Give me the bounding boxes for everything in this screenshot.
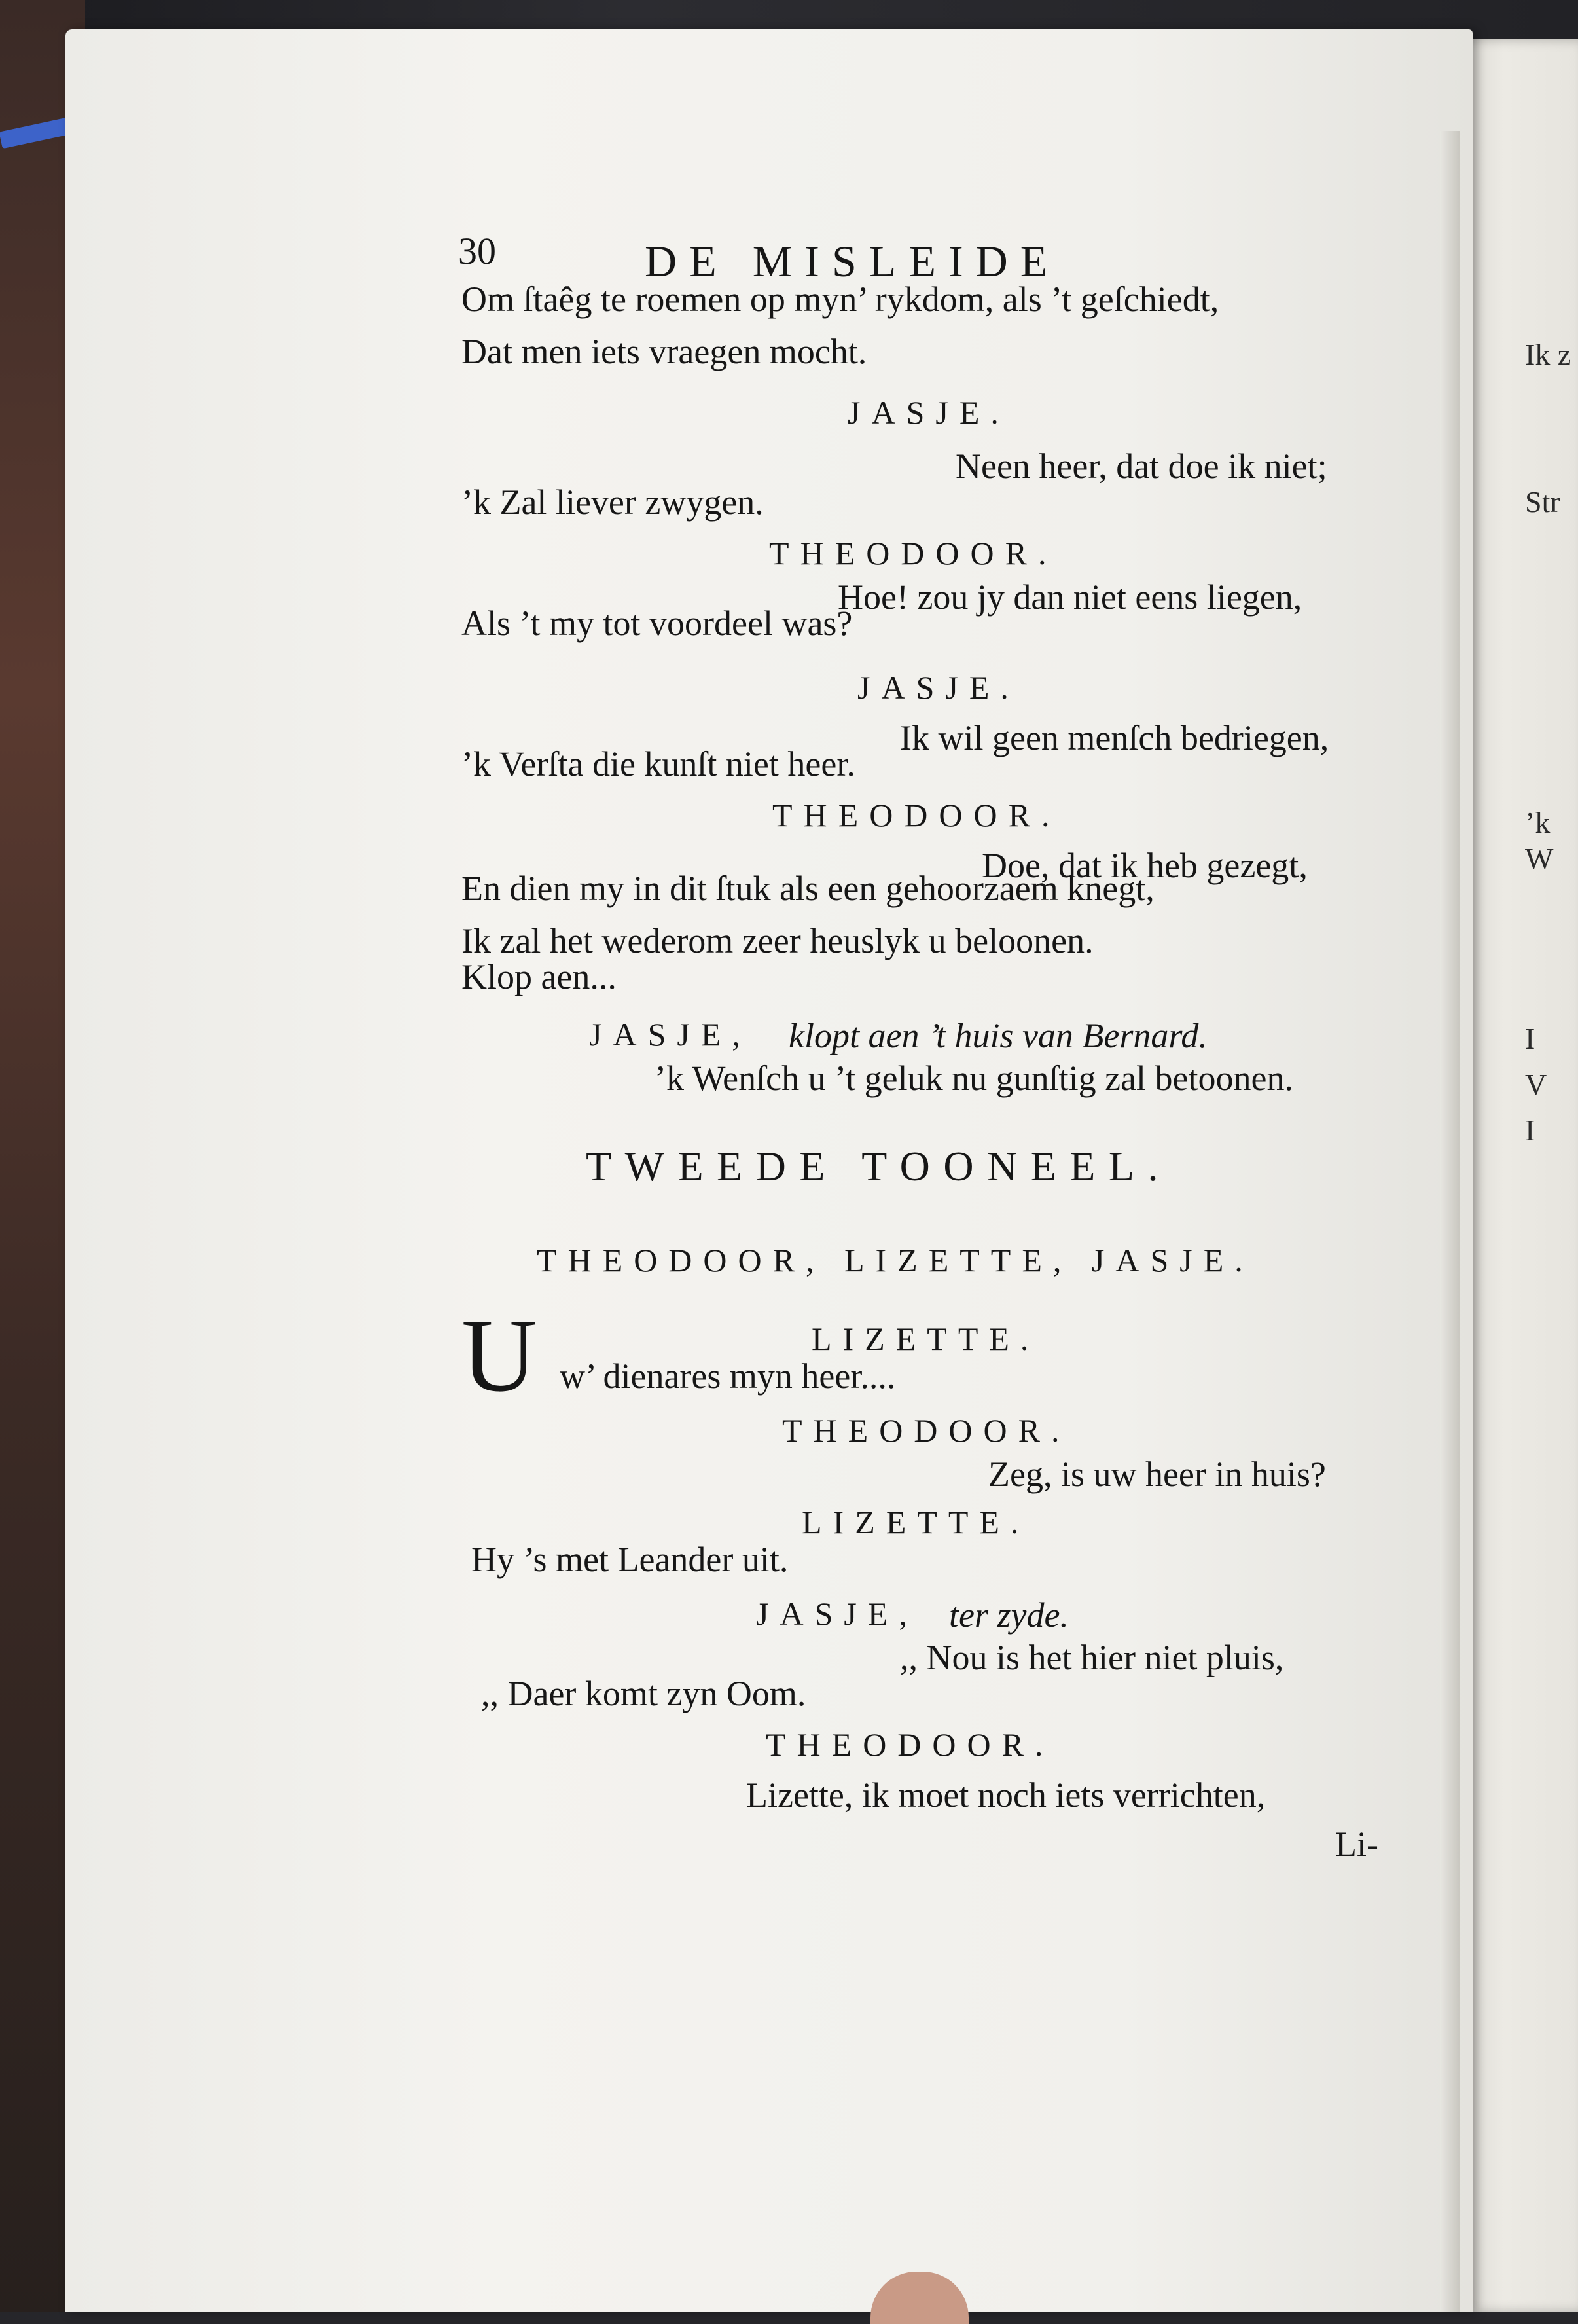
speaker-name: THEODOOR.: [772, 797, 1061, 833]
speaker-name: LIZETTE.: [802, 1504, 1030, 1540]
verse-line: Ik wil geen menſch bedriegen,: [900, 718, 1329, 757]
cast-list: THEODOOR, LIZETTE, JASJE.: [537, 1242, 1254, 1279]
verse-line: En dien my in dit ſtuk als een gehoorzaem knegt,: [461, 869, 1155, 908]
speaker-name: THEODOOR.: [782, 1412, 1071, 1449]
facing-text: Ik z: [1525, 338, 1571, 371]
verse-line: Ik zal het wederom zeer heuslyk u beloonen.: [461, 921, 1094, 960]
facing-text: Str: [1525, 485, 1560, 518]
verse-line: Neen heer, dat doe ik niet;: [956, 446, 1327, 486]
verse-line: ’k Wenſch u ’t geluk nu gunſtig zal betoonen.: [655, 1059, 1293, 1098]
facing-text: I: [1525, 1022, 1535, 1055]
catchword: Li-: [1335, 1825, 1378, 1864]
verse-line: Dat men iets vraegen mocht.: [461, 332, 867, 371]
running-title: DE MISLEIDE: [645, 236, 1060, 286]
verse-line: Om ſtaêg te roemen op myn’ rykdom, als ’t geſchiedt,: [461, 280, 1219, 319]
stage-direction: ter zyde.: [949, 1595, 1069, 1635]
verse-line: Zeg, is uw heer in huis?: [988, 1455, 1326, 1494]
speaker-name: JASJE,: [589, 1016, 751, 1053]
verse-line: Doe, dat ik heb gezegt,: [982, 846, 1308, 885]
verse-line: Hoe! zou jy dan niet eens liegen,: [838, 577, 1302, 617]
speaker-name: LIZETTE.: [812, 1320, 1040, 1357]
facing-page: [1454, 39, 1578, 2312]
verse-line: w’ dienares myn heer....: [560, 1356, 896, 1396]
verse-line: Lizette, ik moet noch iets verrichten,: [746, 1775, 1266, 1815]
facing-text: V: [1525, 1068, 1547, 1101]
facing-text: I: [1525, 1114, 1535, 1147]
verse-line: ,, Daer komt zyn Oom.: [481, 1674, 806, 1713]
verse-line: ’k Verſta die kunſt niet heer.: [461, 744, 855, 784]
verse-line: ’k Zal liever zwygen.: [461, 482, 764, 522]
verse-line: ,, Nou is het hier niet pluis,: [900, 1638, 1284, 1677]
verse-line: Hy ’s met Leander uit.: [471, 1540, 789, 1579]
speaker-name: THEODOOR.: [766, 1726, 1054, 1763]
scene-heading: TWEEDE TOONEEL.: [586, 1143, 1172, 1189]
facing-text: ’k: [1525, 806, 1551, 839]
facing-text: W: [1525, 842, 1554, 875]
verse-line: Als ’t my tot voordeel was?: [461, 604, 853, 643]
page-edge: [1440, 131, 1460, 2312]
speaker-name: JASJE,: [756, 1595, 918, 1632]
stage-direction: klopt aen ’t huis van Bernard.: [789, 1016, 1208, 1055]
speaker-name: JASJE.: [848, 394, 1010, 431]
speaker-name: THEODOOR.: [769, 535, 1058, 572]
drop-cap: U: [461, 1297, 537, 1413]
page-number: 30: [458, 230, 496, 272]
verse-line: Klop aen...: [461, 957, 617, 996]
speaker-name: JASJE.: [857, 669, 1020, 706]
